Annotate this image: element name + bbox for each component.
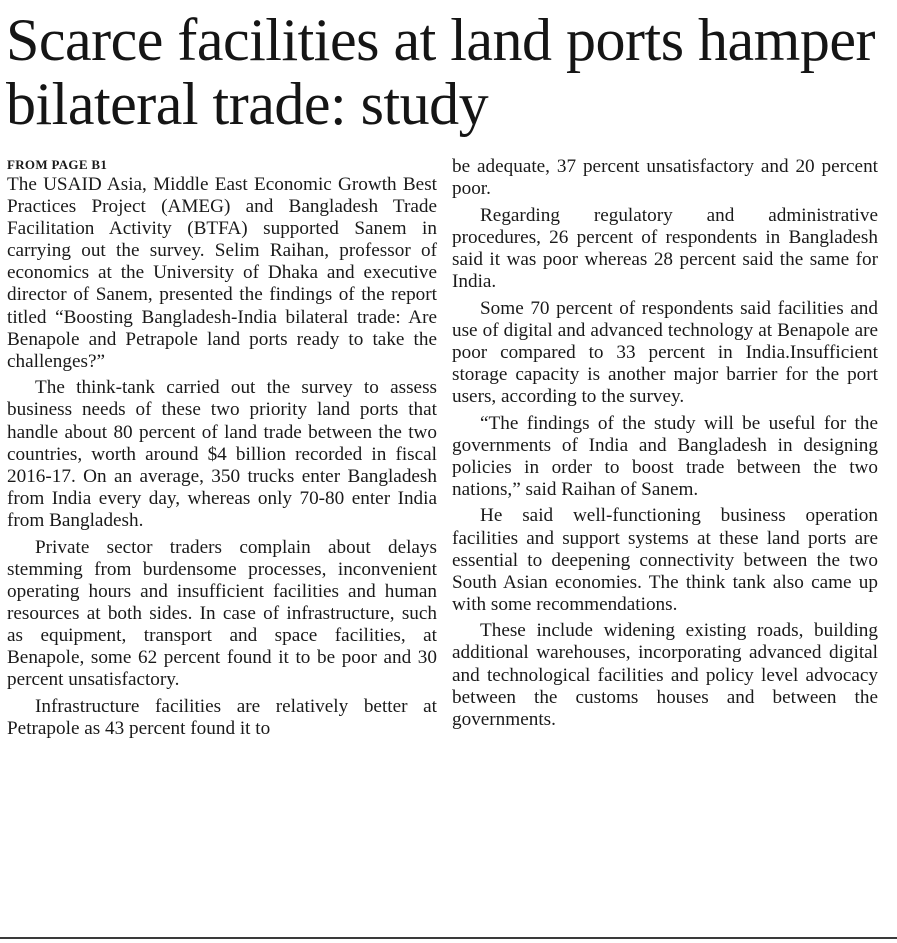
kicker: FROM PAGE B1 bbox=[7, 157, 108, 172]
paragraph: Private sector traders complain about delays stemming from burdensome processes, inconvenient operating hours and insufficient facilities and human resources at both sides. In case of infrastructure, such as equipment, transport and space facilities, at Benapole, some 62 percent found it to be poor and 30 percent unsatisfactory. bbox=[7, 536, 437, 691]
paragraph: He said well-functioning business operation facilities and support systems at these land ports are essential to deepening connectivity between the two South Asian economies. The think tank also came up with some recommendations. bbox=[452, 505, 878, 615]
paragraph: Some 70 percent of respondents said facilities and use of digital and advanced technology at Benapole are poor compared to 33 percent in India.Insufficient storage capacity is another major barrier for the port users, according to the survey. bbox=[452, 297, 878, 407]
paragraph: The think-tank carried out the survey to assess business needs of these two priority land ports that handle about 80 percent of land trade between the two countries, worth around $4 billion recorded in fiscal 2016-17. On an average, 350 trucks enter Bangladesh from India every day, whereas only 70-80 enter India from Bangladesh. bbox=[7, 377, 437, 531]
paragraph: “The findings of the study will be useful for the governments of India and Bangladesh in designing policies in order to boost trade between the two nations,” said Raihan of Sanem. bbox=[452, 412, 878, 500]
paragraph: Infrastructure facilities are relatively better at Petrapole as 43 percent found it to bbox=[7, 695, 437, 739]
headline: Scarce facilities at land ports hamper bilateral trade: study bbox=[6, 7, 875, 137]
paragraph: Regarding regulatory and administrative procedures, 26 percent of respondents in Bangladesh said it was poor whereas 28 percent said the same for India. bbox=[452, 204, 878, 292]
article-column-right bbox=[452, 156, 878, 735]
paragraph: The USAID Asia, Middle East Economic Growth Best Practices Project (AMEG) and Bangladesh Trade Facilitation Activity (BTFA) supported Sanem in carrying out the survey. Selim Raihan, professor of economics at the University of Dhaka and executive director of Sanem, presented the findings of the report titled “Boosting Bangladesh-India bilateral trade: Are Benapole and Petrapole land ports ready to take the challenges?” bbox=[7, 174, 437, 372]
paragraph-continued: be adequate, 37 percent unsatisfactory and 20 percent poor. bbox=[452, 156, 878, 200]
article-column-left bbox=[7, 156, 437, 744]
paragraph: These include widening existing roads, building additional warehouses, incorporating advanced digital and technological facilities and policy level advocacy between the customs houses and between the governments. bbox=[452, 620, 878, 730]
bottom-rule bbox=[0, 937, 897, 939]
